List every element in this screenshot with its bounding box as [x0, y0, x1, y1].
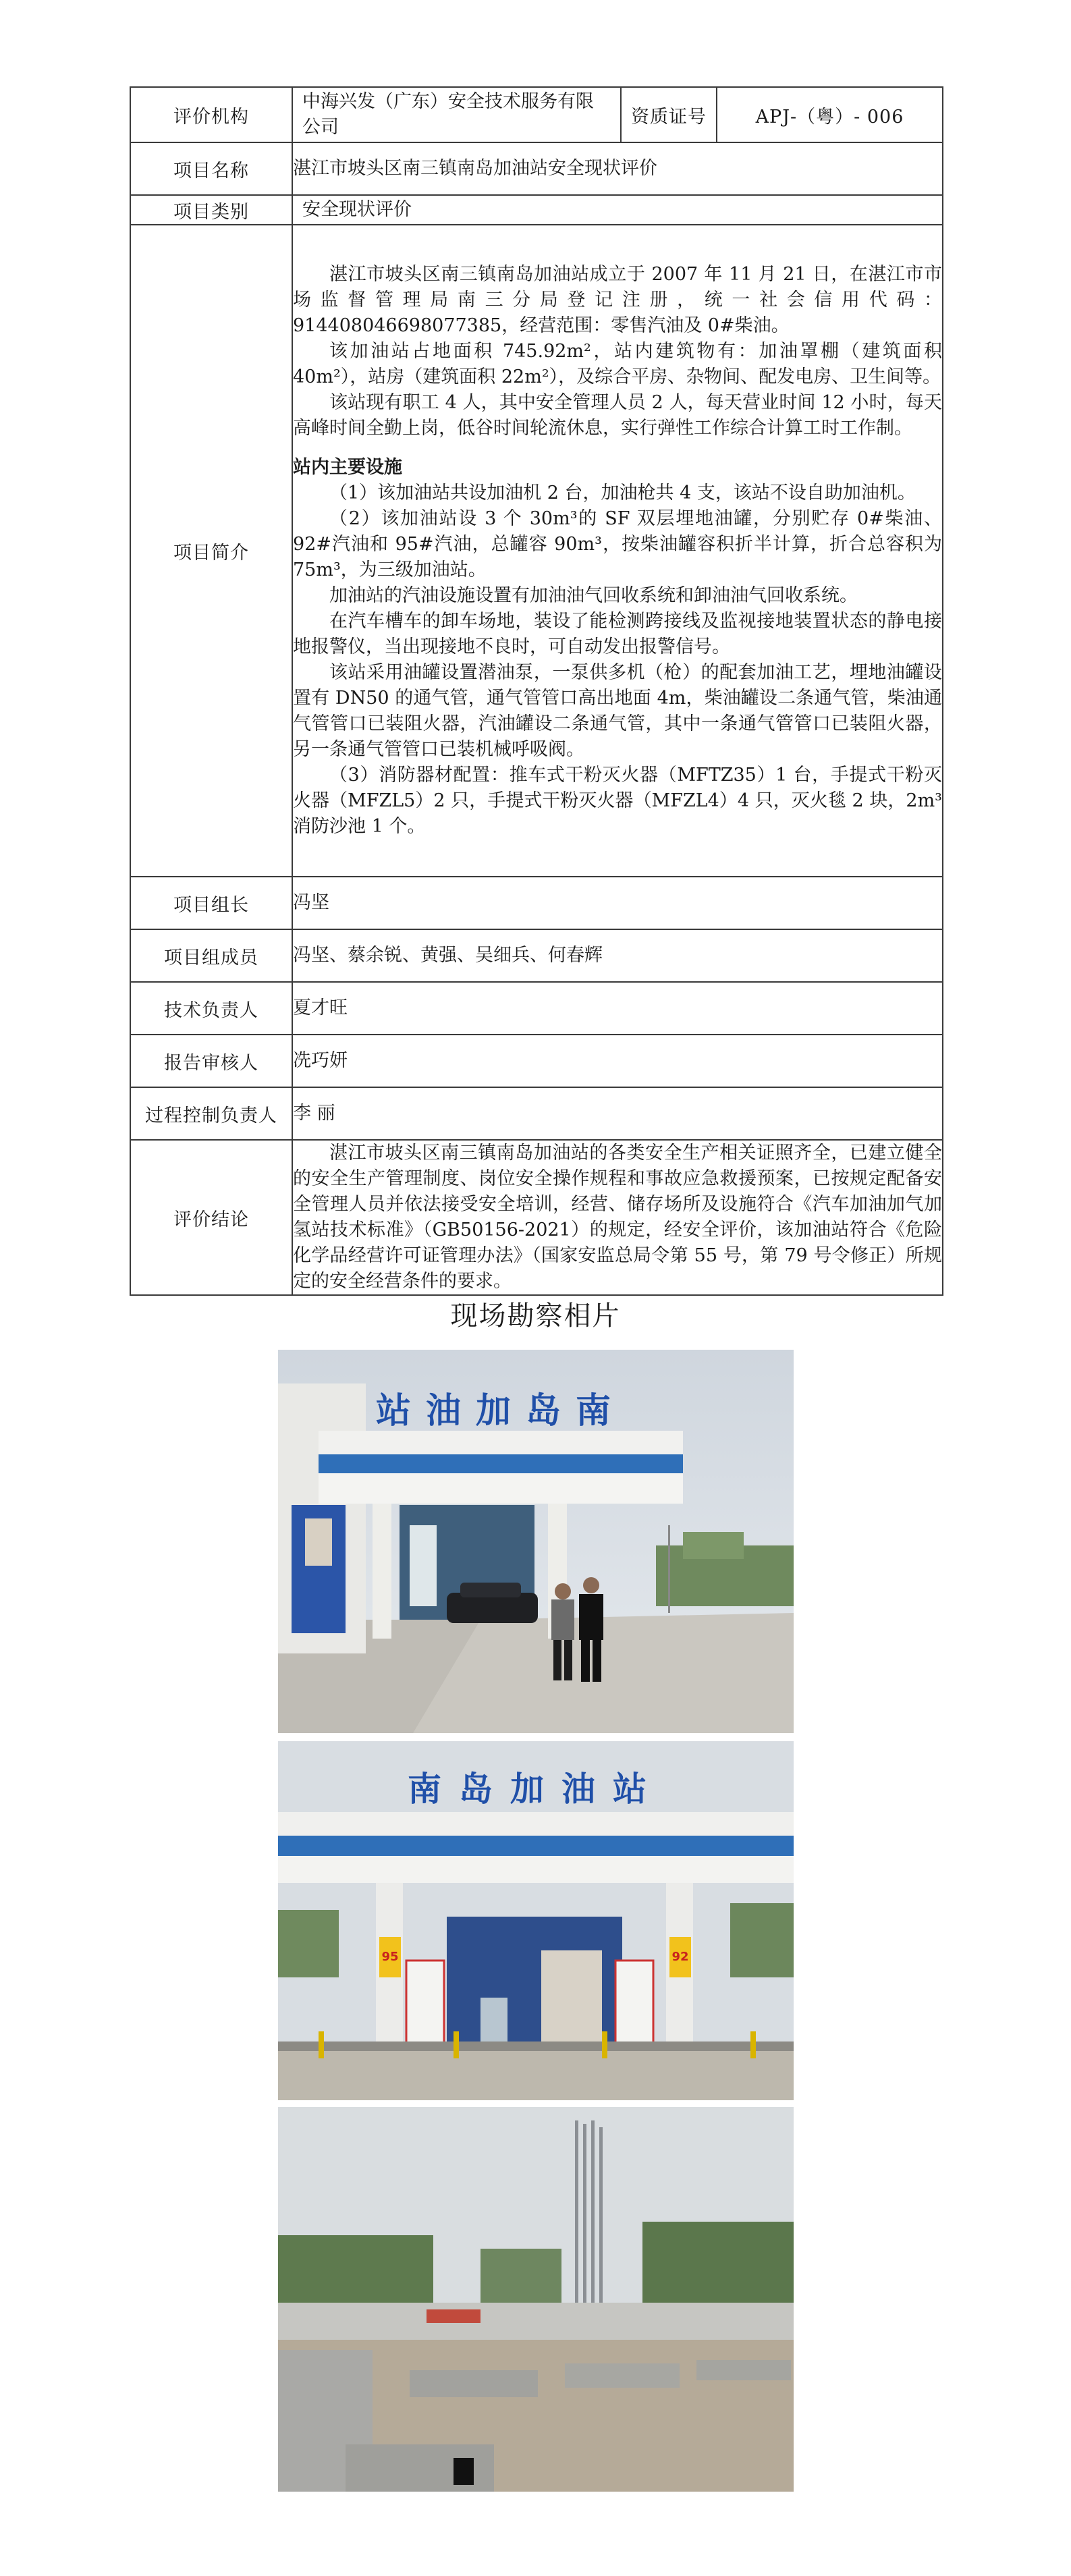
row-project-name: [130, 142, 943, 195]
intro-paragraph: 该站现有职工 4 人，其中安全管理人员 2 人，每天营业时间 12 小时，每天高峰时间全勤上岗，低谷时间轮流休息，实行弹性工作综合计算工时工作制。: [293, 392, 942, 439]
site-photo-tank-area-image: [278, 2107, 794, 2492]
sign-photo1: [376, 1391, 626, 1431]
conclusion-label: 评价结论: [130, 1140, 292, 1295]
tech-lead-value: 夏才旺: [292, 982, 943, 1035]
facility-paragraph: 该站采用油罐设置潜油泵，一泵供多机（枪）的配套加油工艺，埋地油罐设置有 DN50 的通气管，通气管管口高出地面 4m，柴油罐设二条通气管，柴油通气管管口已装阻火器，汽油罐设二条通气管，其中一条通气管管口已装阻火器，另一条通气管管口已装机械呼吸阀。: [293, 662, 942, 760]
site-photo-front-image: [278, 1350, 794, 1733]
pump-right-number: 92: [671, 1950, 689, 1964]
org-value: 中海兴发（广东）安全技术服务有限公司: [292, 87, 621, 142]
reviewer-value: 冼巧妍: [292, 1035, 943, 1087]
process-control-value: 李 丽: [292, 1087, 943, 1140]
org-label: 评价机构: [130, 87, 292, 142]
site-photo-tank-area: [278, 2107, 794, 2492]
conclusion-value: [292, 1140, 943, 1295]
row-process-control: [130, 1087, 943, 1140]
site-photo-pumps: [278, 1741, 794, 2100]
row-project-intro: [130, 225, 943, 877]
site-photo-pumps-image: [278, 1741, 794, 2100]
intro-paragraph: 该加油站占地面积 745.92m²，站内建筑物有：加油罩棚（建筑面积 40m²），站房（建筑面积 22m²），及综合平房、杂物间、配发电房、卫生间等。: [293, 341, 942, 387]
members-label: 项目组成员: [130, 929, 292, 982]
members-value: 冯坚、蔡余锐、黄强、吴细兵、何春辉: [292, 929, 943, 982]
project-type-value: 安全现状评价: [292, 195, 943, 225]
sign-photo2: [408, 1770, 664, 1809]
project-name-label: 项目名称: [130, 142, 292, 195]
intro-content: [292, 225, 943, 877]
intro-label: 项目简介: [130, 225, 292, 877]
reviewer-label: 报告审核人: [130, 1035, 292, 1087]
facility-paragraph: （3）消防器材配置：推车式干粉灭火器（MFTZ35）1 台，手提式干粉灭火器（MFZL5）2 只，手提式干粉灭火器（MFZL4）4 只，灭火毯 2 块，2m³消防沙池 1 个。: [293, 765, 942, 837]
station-sign-text: 南岛加油站: [408, 1770, 664, 1809]
facility-paragraph: 在汽车槽车的卸车场地，装设了能检测跨接线及监视接地装置状态的静电接地报警仪，当出现接地不良时，可自动发出报警信号。: [293, 611, 942, 657]
row-leader: [130, 877, 943, 929]
row-project-type: [130, 195, 943, 225]
site-photo-front: [278, 1350, 794, 1733]
leader-value: 冯坚: [292, 877, 943, 929]
project-name-value: 湛江市坡头区南三镇南岛加油站安全现状评价: [292, 142, 943, 195]
facility-paragraph: （1）该加油站共设加油机 2 台，加油枪共 4 支，该站不设自助加油机。: [329, 483, 916, 503]
tech-lead-label: 技术负责人: [130, 982, 292, 1035]
conclusion-text: 湛江市坡头区南三镇南岛加油站的各类安全生产相关证照齐全，已建立健全的安全生产管理制度、岗位安全操作规程和事故应急救援预案，已按规定配备安全管理人员并依法接受安全培训，经营、储存场所及设施符合《汽车加油加气加氢站技术标准》（GB50156-2021）的规定，经安全评价，该加油站符合《危险化学品经营许可证管理办法》（国家安监总局令第 55 号，第 79 号令修正）所规定的安全经营条件的要求。: [293, 1143, 942, 1292]
leader-label: 项目组长: [130, 877, 292, 929]
cert-value: APJ-（粤）- 006: [717, 87, 943, 142]
row-reviewer: [130, 1035, 943, 1087]
station-sign-text: 站油加岛南: [375, 1391, 626, 1431]
process-control-label: 过程控制负责人: [130, 1087, 292, 1140]
row-tech-lead: [130, 982, 943, 1035]
row-organization: [130, 87, 943, 142]
row-conclusion: [130, 1140, 943, 1295]
facilities-heading: 站内主要设施: [293, 457, 402, 478]
intro-paragraph: 湛江市坡头区南三镇南岛加油站成立于 2007 年 11 月 21 日，在湛江市市场监督管理局南三分局登记注册，统一社会信用代码：914408046698077385，经营范围：零售汽油及 0#柴油。: [293, 264, 942, 336]
project-type-label: 项目类别: [130, 195, 292, 225]
cert-label: 资质证号: [621, 87, 717, 142]
row-members: [130, 929, 943, 982]
photos-title: 现场勘察相片: [450, 1300, 621, 1332]
facility-paragraph: （2）该加油站设 3 个 30m³的 SF 双层埋地油罐，分别贮存 0#柴油、92#汽油和 95#汽油，总罐容 90m³，按柴油罐容积折半计算，折合总容积为 75m³，为三级加油站。: [293, 508, 942, 580]
pump-left-number: 95: [381, 1950, 399, 1964]
evaluation-info-table: [130, 86, 943, 1296]
facility-paragraph: 加油站的汽油设施设置有加油油气回收系统和卸油油气回收系统。: [329, 585, 858, 606]
